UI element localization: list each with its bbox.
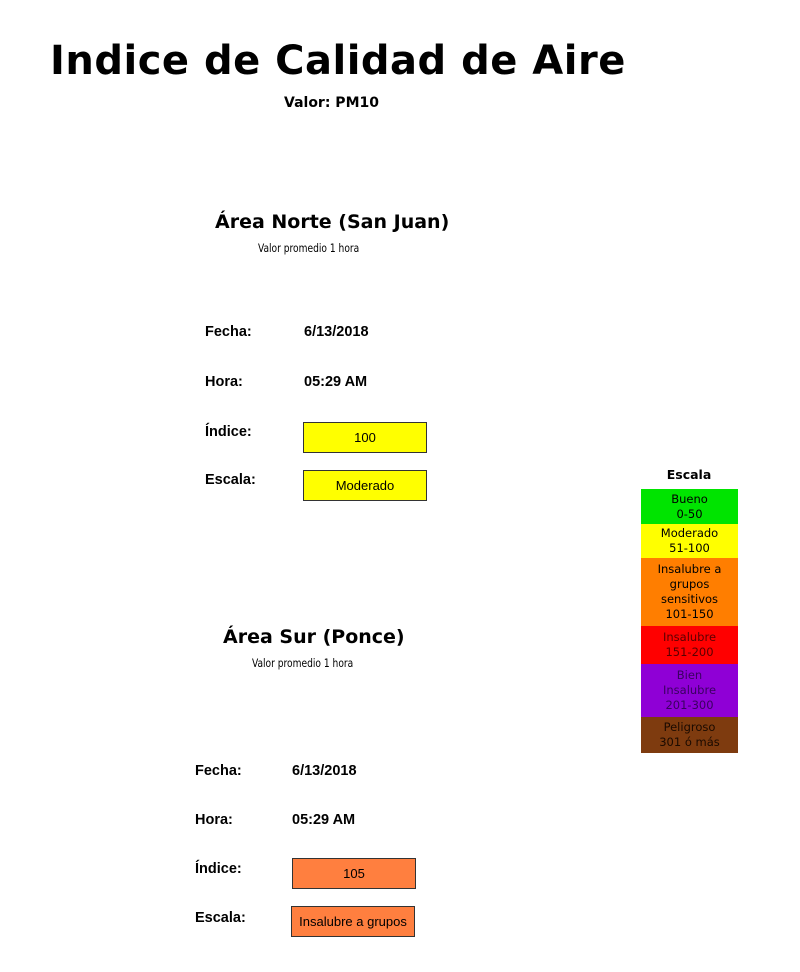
scale-item-label: Insalubre: [662, 630, 717, 644]
page-subtitle: Valor: PM10: [284, 95, 379, 111]
area-sur-escala-box: Insalubre a grupos: [291, 906, 415, 937]
scale-item-moderado: [641, 524, 738, 558]
area-sur-indice-label: Índice:: [195, 861, 242, 877]
scale-item-range: 301 ó más: [659, 735, 720, 749]
area-norte-indice-label: Índice:: [205, 424, 252, 440]
area-norte-hora-value: 05:29 AM: [304, 374, 368, 390]
area-norte-escala-box: Moderado: [303, 470, 427, 501]
area-norte-fecha-value: 6/13/2018: [304, 324, 369, 340]
scale-item-label: grupos: [669, 577, 710, 591]
scale-item-range: 151-200: [665, 645, 714, 659]
scale-item-range: 201-300: [665, 698, 714, 712]
scale-item-label: Insalubre: [662, 683, 717, 697]
area-norte-subtitle: Valor promedio 1 hora: [258, 241, 360, 255]
area-sur-escala-label: Escala:: [195, 910, 246, 926]
scale-item-label: Bueno: [671, 491, 708, 506]
area-sur-hora-label: Hora:: [195, 812, 233, 828]
area-sur-indice-box: 105: [292, 858, 416, 889]
scale-item-label: Insalubre a: [657, 562, 722, 576]
area-sur-fecha-label: Fecha:: [195, 763, 242, 779]
scale-item-insalubre-grupos: [641, 558, 738, 626]
area-sur-subtitle: Valor promedio 1 hora: [252, 656, 354, 670]
area-norte-escala-label: Escala:: [205, 472, 256, 488]
scale-item-bueno: [641, 489, 738, 524]
area-norte-indice-box: 100: [303, 422, 427, 453]
scale-item-label: sensitivos: [660, 592, 719, 606]
page-title: Indice de Calidad de Aire: [50, 38, 626, 84]
scale-legend-title: Escala: [666, 467, 712, 482]
area-norte-fecha-label: Fecha:: [205, 324, 252, 340]
scale-item-label: Bien: [676, 668, 703, 682]
scale-item-bien-insalubre: [641, 664, 738, 717]
area-sur-fecha-value: 6/13/2018: [292, 763, 357, 779]
area-norte-title: Área Norte (San Juan): [215, 211, 450, 233]
scale-item-range: 101-150: [665, 607, 714, 621]
scale-item-range: 0-50: [676, 506, 703, 521]
scale-item-range: 51-100: [669, 541, 710, 555]
area-norte-hora-label: Hora:: [205, 374, 243, 390]
scale-legend: [641, 489, 738, 753]
scale-item-insalubre: [641, 626, 738, 664]
area-sur-title: Área Sur (Ponce): [223, 626, 405, 648]
scale-item-peligroso: [641, 717, 738, 753]
area-sur-hora-value: 05:29 AM: [292, 812, 356, 828]
scale-item-label: Peligroso: [663, 720, 716, 734]
scale-item-label: Moderado: [660, 526, 719, 540]
